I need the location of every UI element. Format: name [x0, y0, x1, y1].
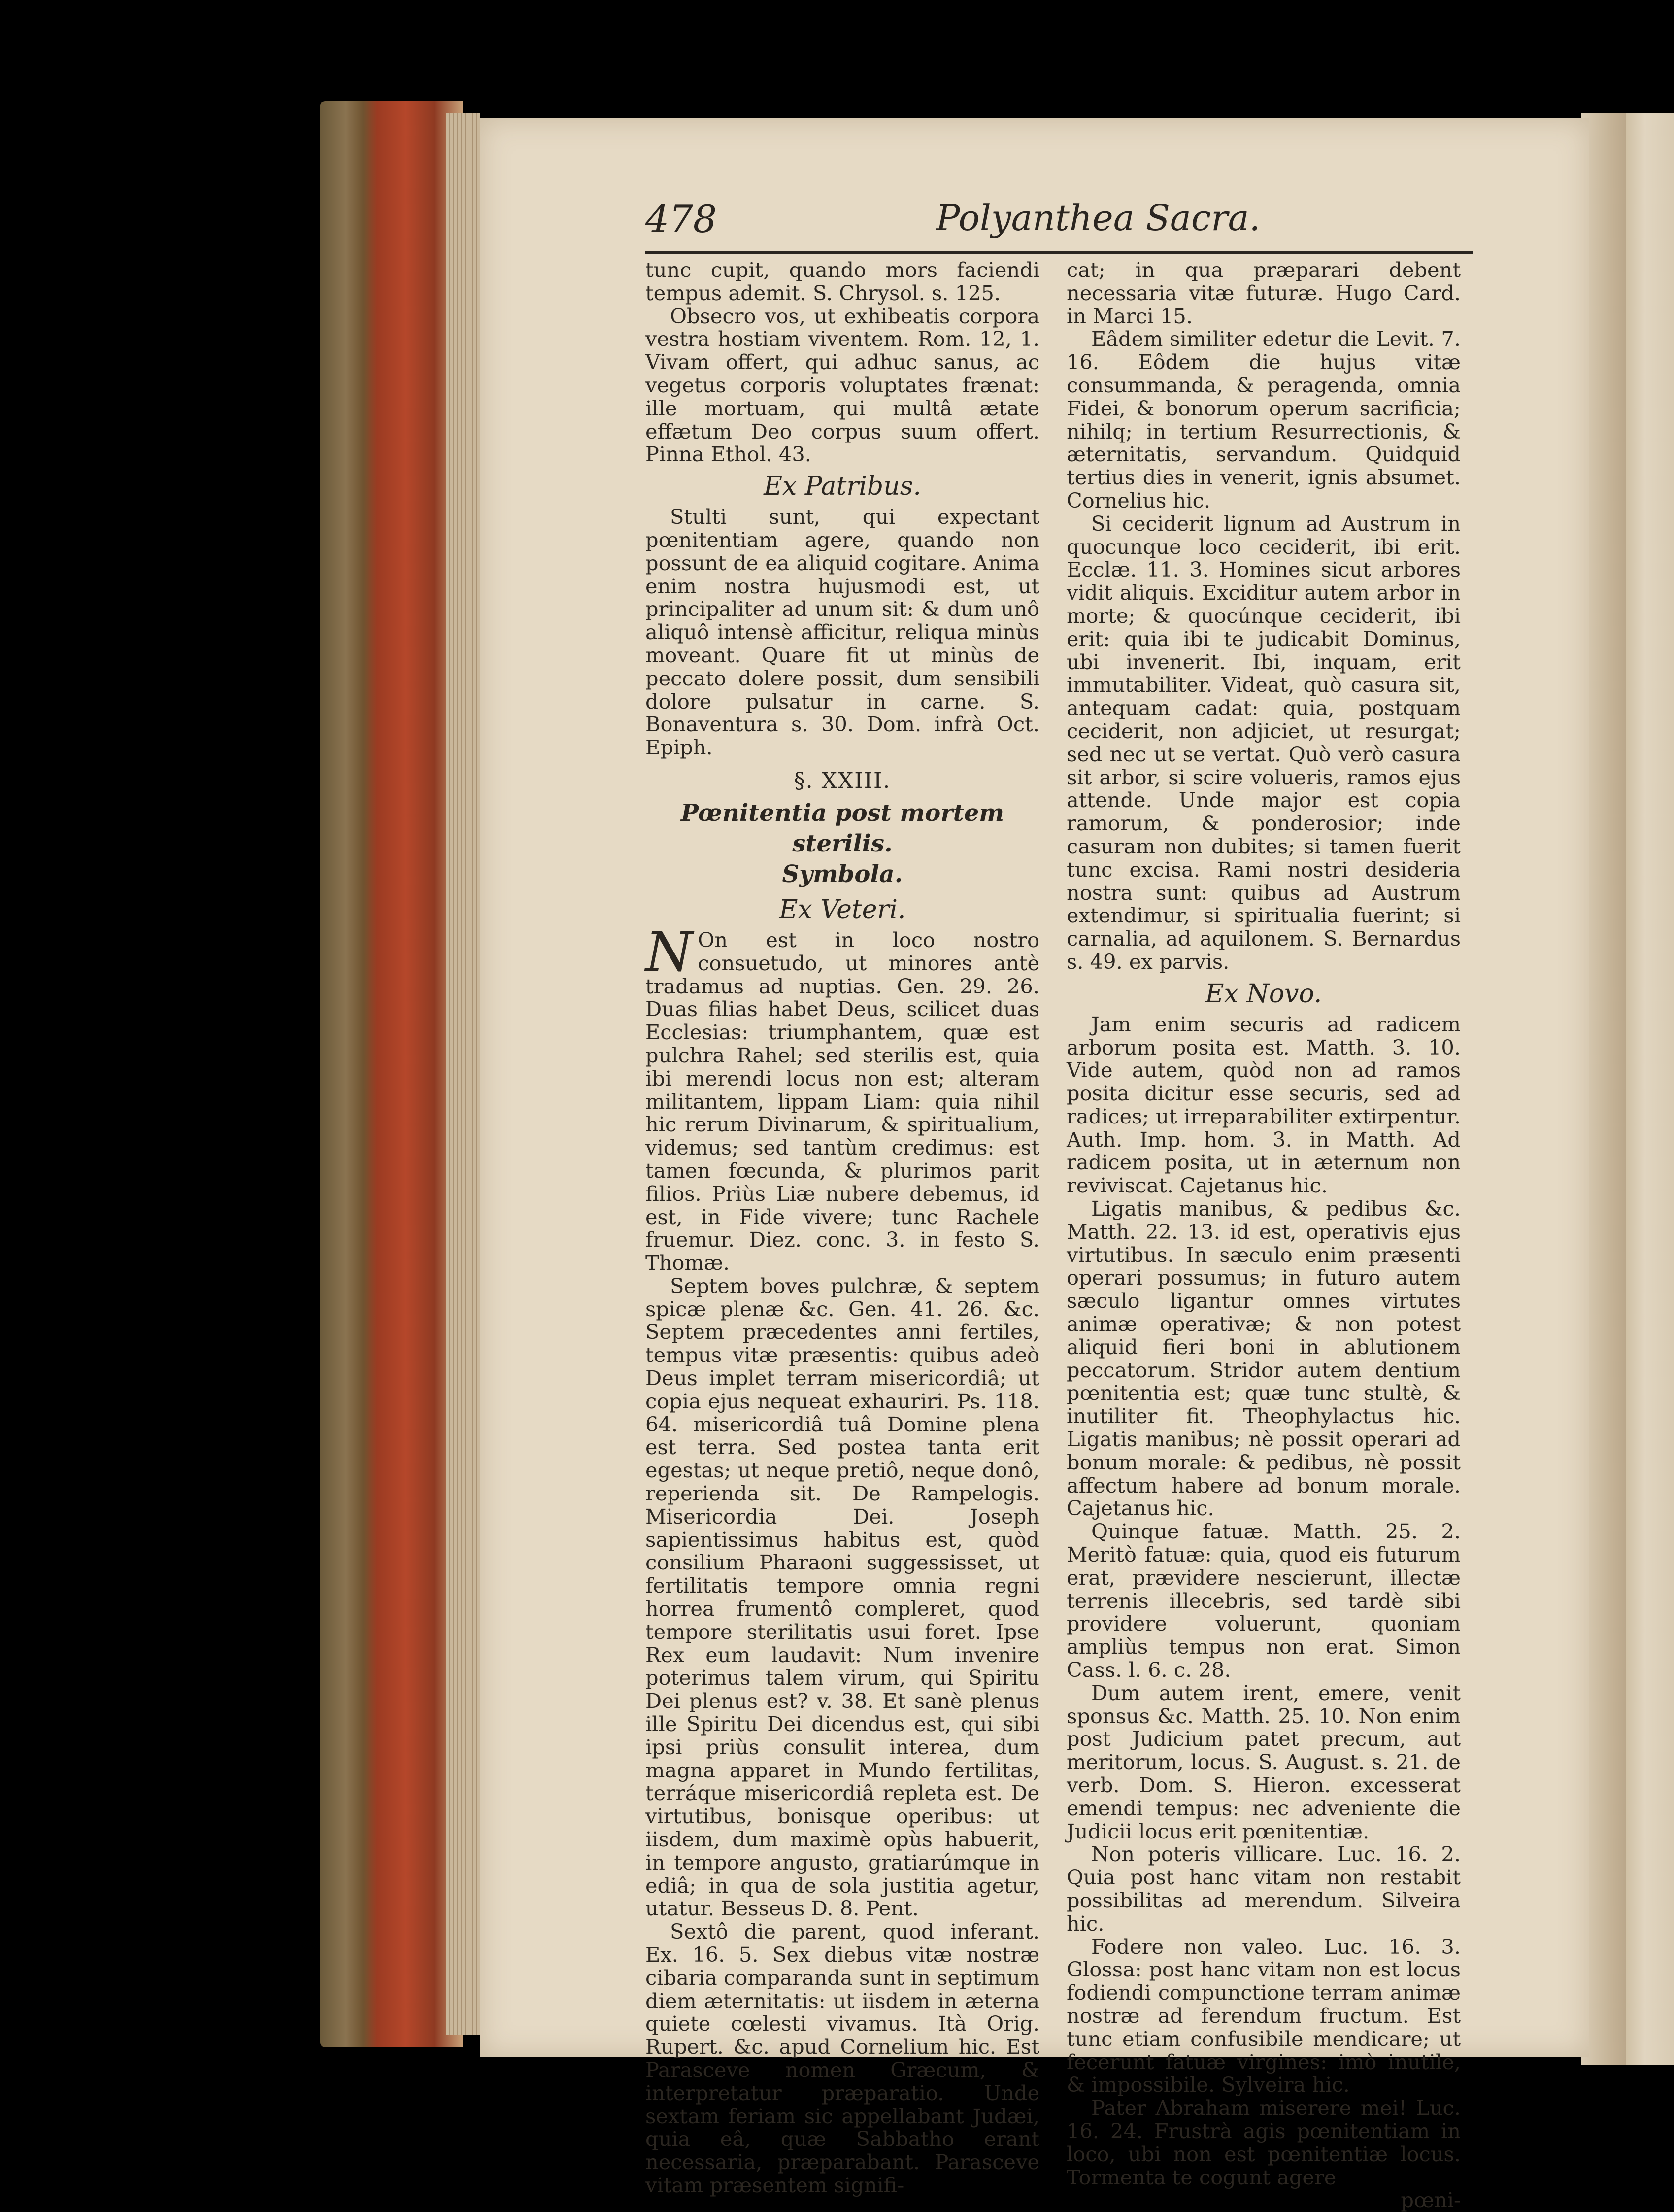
- page-number: 478: [645, 197, 717, 241]
- page-header: [645, 197, 1473, 254]
- paragraph: cat; in qua præparari debent necessaria vitæ futuræ. Hugo Card. in Marci 15.: [1067, 258, 1461, 328]
- paragraph: Septem boves pulchræ, & septem spicæ plenæ &c. Gen. 41. 26. &c. Septem præcedentes anni fertiles, tempus vitæ præsentis: quibus adeò Deus implet terram misericordiâ; ut copia ejus nequeat exhauriri. Ps. 118. 64. misericordiâ tuâ Domine plena est terra. Sed postea tanta erit egestas; ut neque pretiô, neque donô, reperienda sit. De Rampelogis. Misericordia Dei. Joseph sapientissimus habitus est, quòd consilium Pharaoni suggessisset, ut fertilitatis tempore omnia regni horrea frumentô compleret, quod tempore sterilitatis usui foret. Ipse Rex eum laudavit: Num invenire poterimus talem virum, qui Spiritu Dei plenus est? v. 38. Et sanè plenus ille Spiritu Dei dicendus est, qui sibi ipsi priùs consulit interea, dum magna apparet in Mundo fertilitas, terráque misericordiâ repleta est. De virtutibus, bonisque operibus: ut iisdem, dum maximè opùs habuerit, in tempore angusto, gratiarúmque in ediâ; in qua de sola justitia agetur, utatur. Besseus D. 8. Pent.: [645, 1273, 1039, 1921]
- paragraph: Quinque fatuæ. Matth. 25. 2. Meritò fatuæ: quia, quod eis futurum erat, prævidere nescierunt, illectæ terrenis illecebris, sed tardè sibi providere voluerunt, quoniam ampliùs tempus non erat. Simon Cass. l. 6. c. 28.: [1067, 1519, 1461, 1682]
- paragraph: tunc cupit, quando mors faciendi tempus ademit. S. Chrysol. s. 125.: [645, 258, 1039, 305]
- section-title: Pœnitentia post mortem sterilis.: [680, 799, 1004, 857]
- paragraph: Fodere non valeo. Luc. 16. 3. Glossa: post hanc vitam non est locus fodiendi compunctione terram animæ nostræ ad ferendum fructum. Est tunc etiam confusibile mendicare; ut fecerunt fatuæ virgines: imò inutile, & impossibile. Sylveira hic.: [1067, 1934, 1461, 2097]
- section-heading: Ex Veteri.: [779, 894, 906, 924]
- paragraph: Si ceciderit lignum ad Austrum in quocunque loco ceciderit, ibi erit. Ecclæ. 11. 3. Homines sicut arbores vidit aliquis. Exciditur autem arbor in morte; & quocúnque ceciderit, ibi erit: quia ibi te judicabit Dominus, ubi invenerit. Ibi, inquam, erit immutabiliter. Videat, quò casura sit, antequam cadat: quia, postquam ceciderit, non adjiciet, ut resurgat; sed nec ut se vertat. Quò verò casura sit arbor, si scire volueris, ramos ejus attende. Unde major est copia ramorum, & ponderosior; inde casuram non dubites; si tamen fuerit tunc excisa. Rami nostri desideria nostra sunt: quibus ad Austrum extendimur, si spiritualia fuerint; si carnalia, ad aquilonem. S. Bernardus s. 49. ex parvis.: [1067, 511, 1461, 974]
- running-title: Polyanthea Sacra.: [936, 197, 1261, 238]
- paragraph: Sextô die parent, quod inferant. Ex. 16. 5. Sex diebus vitæ nostræ cibaria comparanda sunt in septimum diem æternitatis: ut iisdem in æterna quiete cœlesti vivamus. Ità Orig. Rupert. &c. apud Cornelium hic. Est Parasceve nomen Græcum, & interpretatur præparatio. Unde sextam feriam sic appellabant Judæi, quia eâ, quæ Sabbatho erant necessaria, præparabant. Parasceve vitam præsentem signifi-: [645, 1919, 1039, 2197]
- section-heading: Ex Patribus.: [764, 472, 921, 502]
- catchword: pœni-: [1401, 2188, 1461, 2212]
- right-column: [1067, 259, 1461, 2212]
- paragraph: Eâdem similiter edetur die Levit. 7. 16. Eôdem die hujus vitæ consummanda, & peragenda, omnia Fidei, & bonorum operum sacrificia; nihilq; in tertium Resurrectionis, & æternitatis, servandum. Quidquid tertius dies in venerit, ignis absumet. Cornelius hic.: [1067, 327, 1461, 512]
- book-edge-left: [320, 101, 463, 2047]
- section-number: §. XXIII.: [794, 768, 891, 793]
- right-page-edge: [1581, 113, 1631, 2065]
- paragraph: Ligatis manibus, & pedibus &c. Matth. 22. 13. id est, operativis ejus virtutibus. In sæculo enim præsenti operari possumus; in futuro autem sæculo ligantur omnes virtutes animæ operativæ; & non potest aliquid fieri boni in ablutionem peccatorum. Stridor autem dentium pœnitentia est; quæ tunc stultè, & inutiliter fit. Theophylactus hic. Ligatis manibus; nè possit operari ad bonum morale: & pedibus, nè possit affectum habere ad bonum morale. Cajetanus hic.: [1067, 1196, 1461, 1521]
- paragraph: Non poteris villicare. Luc. 16. 2. Quia post hanc vitam non restabit possibilitas ad merendum. Silveira hic.: [1067, 1842, 1461, 1936]
- paragraph: Stulti sunt, qui expectant pœnitentiam agere, quando non possunt de ea aliquid cogitare. Anima enim nostra hujusmodi est, ut principaliter ad unum sit: & dum unô aliquô intensè afficitur, reliqua minùs moveant. Quare fit ut minùs de peccato dolere possit, dum sensibili dolore pulsatur in carne. S. Bonaventura s. 30. Dom. infrà Oct. Epiph.: [645, 505, 1039, 760]
- section-heading: Ex Novo.: [1205, 979, 1322, 1009]
- paragraph: [645, 920, 1039, 1275]
- drop-cap: N: [645, 920, 693, 984]
- left-column: [645, 259, 1039, 2197]
- section-subtitle: Symbola.: [782, 860, 903, 888]
- paragraph: Pater Abraham miserere mei! Luc. 16. 24. Frustrà agis pœnitentiam in loco, ubi non est pœnitentiæ locus. Tormenta te cogunt agere: [1067, 2096, 1461, 2189]
- paragraph: Obsecro vos, ut exhibeatis corpora vestra hostiam viventem. Rom. 12, 1. Vivam offert, qui adhuc sanus, ac vegetus corporis voluptates frænat: ille mortuam, qui multâ ætate effætum Deo corpus suum offert. Pinna Ethol. 43.: [645, 304, 1039, 467]
- paragraph: Jam enim securis ad radicem arborum posita est. Matth. 3. 10. Vide autem, quòd non ad ramos posita dicitur esse securis, sed ad radices; ut irreparabiliter extirpentur. Auth. Imp. hom. 3. in Matth. Ad radicem posita, ut in æternum non reviviscat. Cajetanus hic.: [1067, 1012, 1461, 1198]
- paragraph: Dum autem irent, emere, venit sponsus &c. Matth. 25. 10. Non enim post Judicium patet precum, aut meritorum, locus. S. August. s. 21. de verb. Dom. S. Hieron. excesserat emendi tempus: nec adveniente die Judicii locus erit pœnitentiæ.: [1067, 1680, 1461, 1843]
- paragraph-text: On est in loco nostro consuetudo, ut minores antè tradamus ad nuptias. Gen. 29. 26. Duas filias habet Deus, scilicet duas Ecclesias: triumphantem, quæ est pulchra Rahel; sed sterilis est, quia ibi merendi locus non est; alteram militantem, lippam Liam: quia nihil hic rerum Divinarum, & spiritualium, videmus; sed tantùm credimus: est tamen fœcunda, & plurimos parit filios. Priùs Liæ nubere debemus, id est, in Fide vivere; tunc Rachele fruemur. Diez. conc. 3. in festo S. Thomæ.: [645, 927, 1039, 1275]
- page-stack-edges: [446, 113, 480, 2035]
- facing-page-fragment: [1626, 113, 1674, 2065]
